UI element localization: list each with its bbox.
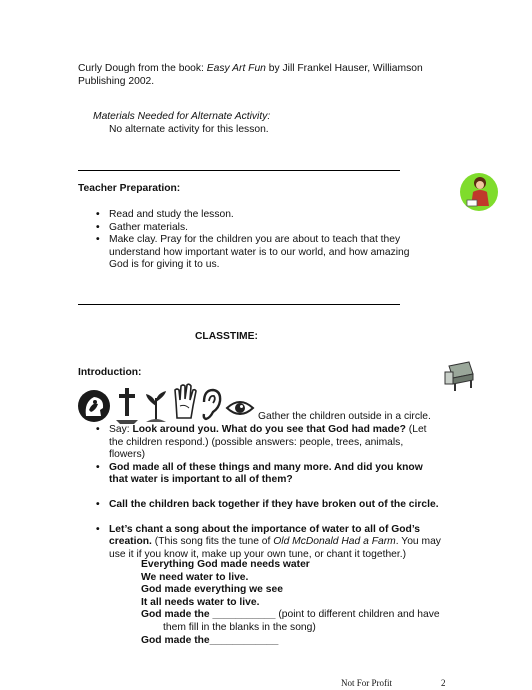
teacher-prep-heading: Teacher Preparation: (78, 183, 181, 194)
cross-icon (114, 384, 140, 424)
head-icon (76, 388, 112, 424)
song-line: God made the____________ (141, 634, 279, 646)
ear-icon (200, 388, 222, 422)
materials-heading: Materials Needed for Alternate Activity: (93, 111, 271, 122)
list-item: • Make clay. Pray for the children you are about to teach that they understand how important water is to our world, and how amazing God is for giving it to us. (89, 234, 411, 272)
divider-bottom (78, 304, 400, 305)
introduction-heading: Introduction: (78, 367, 142, 378)
desk-clipart-icon (443, 358, 477, 392)
list-item: • Say: Look around you. What do you see that God had made? (Let the children respond.) (possible answers: people, trees, animals, flowers) (89, 424, 441, 462)
eye-icon (225, 398, 255, 418)
teacher-clipart-icon (459, 172, 499, 212)
song-line: God made the ___________ (point to different children and have (141, 609, 440, 621)
credit-block (78, 63, 473, 88)
hand-icon (171, 382, 199, 420)
list-item: • Gather materials. (89, 222, 411, 235)
materials-text: No alternate activity for this lesson. (109, 124, 269, 135)
classtime-heading: CLASSTIME: (195, 331, 258, 342)
credit-line-1: Curly Dough from the book: Easy Art Fun by Jill Frankel Hauser, Williamson (78, 63, 423, 74)
list-item: • Call the children back together if they have broken out of the circle. (89, 499, 441, 512)
song-line: them fill in the blanks in the song) (163, 621, 316, 633)
credit-book-title: Easy Art Fun (206, 63, 266, 74)
page-number: 2 (441, 678, 446, 688)
list-item: • Read and study the lesson. (89, 209, 411, 222)
song-line: We need water to live. (141, 571, 249, 583)
footer-note: Not For Profit (341, 678, 393, 688)
intro-icon-row (76, 382, 256, 426)
list-item: • God made all of these things and many more. And did you know that water is important to all of them? (89, 462, 441, 487)
introduction-list (89, 424, 441, 561)
song-line: God made everything we see (141, 584, 283, 596)
song-line: It all needs water to live. (141, 596, 260, 608)
teacher-prep-list (89, 209, 411, 272)
credit-line-2: Publishing 2002. (78, 75, 155, 87)
divider-top (78, 170, 400, 171)
list-item: • Let’s chant a song about the importance of water to all of God’s creation. (This song fits the tune of Old McDonald Had a Farm. You may use it if you know it, make up your own tune, or chant it together.) (89, 524, 441, 562)
song-block (141, 559, 440, 647)
sprout-icon (143, 388, 169, 424)
gather-text: Gather the children outside in a circle. (258, 411, 431, 422)
song-line: Everything God made needs water (141, 559, 310, 570)
